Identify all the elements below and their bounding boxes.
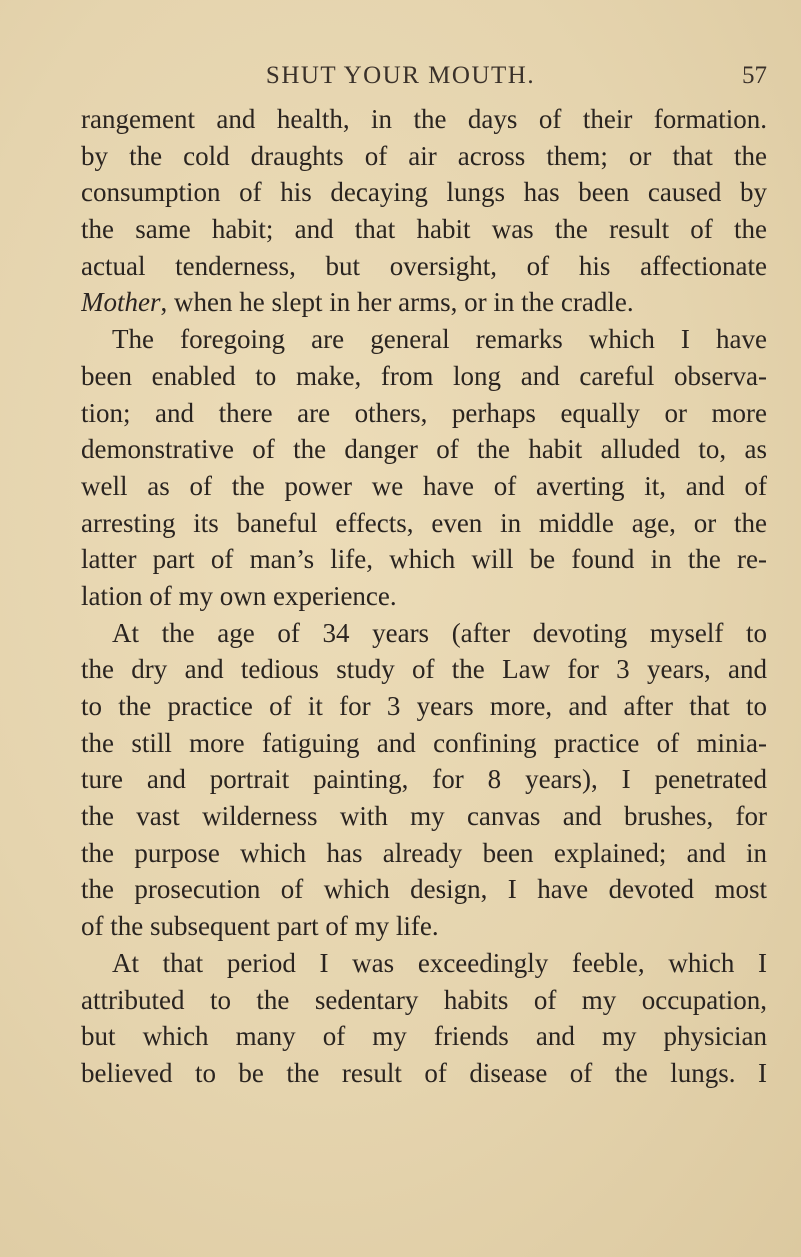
text-line: Mother, when he slept in her arms, or in the cradle. xyxy=(81,287,634,318)
text-line: latter part of man’s life, which will be found in the re- xyxy=(81,544,767,575)
text-line: lation of my own experience. xyxy=(81,580,397,611)
page-number: 57 xyxy=(742,62,767,89)
text-line: believed to be the result of disease of the lungs. I xyxy=(81,1057,767,1088)
text-line: attributed to the sedentary habits of my occupation, xyxy=(81,984,767,1015)
body-text xyxy=(81,101,767,1092)
text-line: arresting its baneful effects, even in middle age, or the xyxy=(81,507,767,538)
text-line: by the cold draughts of air across them; or that the xyxy=(81,140,767,171)
text-line: tion; and there are others, perhaps equally or more xyxy=(81,397,767,428)
text-line: rangement and health, in the days of their formation. xyxy=(81,104,767,134)
text-line: the purpose which has already been explained; and in xyxy=(81,837,767,868)
running-head: SHUT YOUR MOUTH. xyxy=(265,62,536,89)
text-line: ture and portrait painting, for 8 years), I penetrated xyxy=(81,764,767,795)
text-line: but which many of my friends and my physician xyxy=(81,1021,767,1052)
text-line: the prosecution of which design, I have devoted most xyxy=(81,874,767,905)
text-line: At that period I was exceedingly feeble, which I xyxy=(112,947,767,978)
text-line: the same habit; and that habit was the result of the xyxy=(81,214,767,245)
page-header xyxy=(0,56,801,96)
text-line: well as of the power we have of averting it, and of xyxy=(81,470,767,501)
text-line: been enabled to make, from long and careful observa- xyxy=(81,360,767,391)
text-line: the still more fatiguing and confining practice of minia- xyxy=(81,727,767,758)
text-line: consumption of his decaying lungs has been caused by xyxy=(81,177,767,208)
text-line: actual tenderness, but oversight, of his affectionate xyxy=(81,250,767,281)
text-line: demonstrative of the danger of the habit alluded to, as xyxy=(81,434,767,465)
text-line: the vast wilderness with my canvas and brushes, for xyxy=(81,801,767,832)
text-line: At the age of 34 years (after devoting myself to xyxy=(112,617,767,648)
text-line: to the practice of it for 3 years more, and after that to xyxy=(81,691,767,721)
text-line: of the subsequent part of my life. xyxy=(81,911,439,942)
text-line: the dry and tedious study of the Law for 3 years, and xyxy=(81,654,767,685)
italic-word: Mother xyxy=(81,287,161,318)
text-line: The foregoing are general remarks which I have xyxy=(112,324,767,355)
